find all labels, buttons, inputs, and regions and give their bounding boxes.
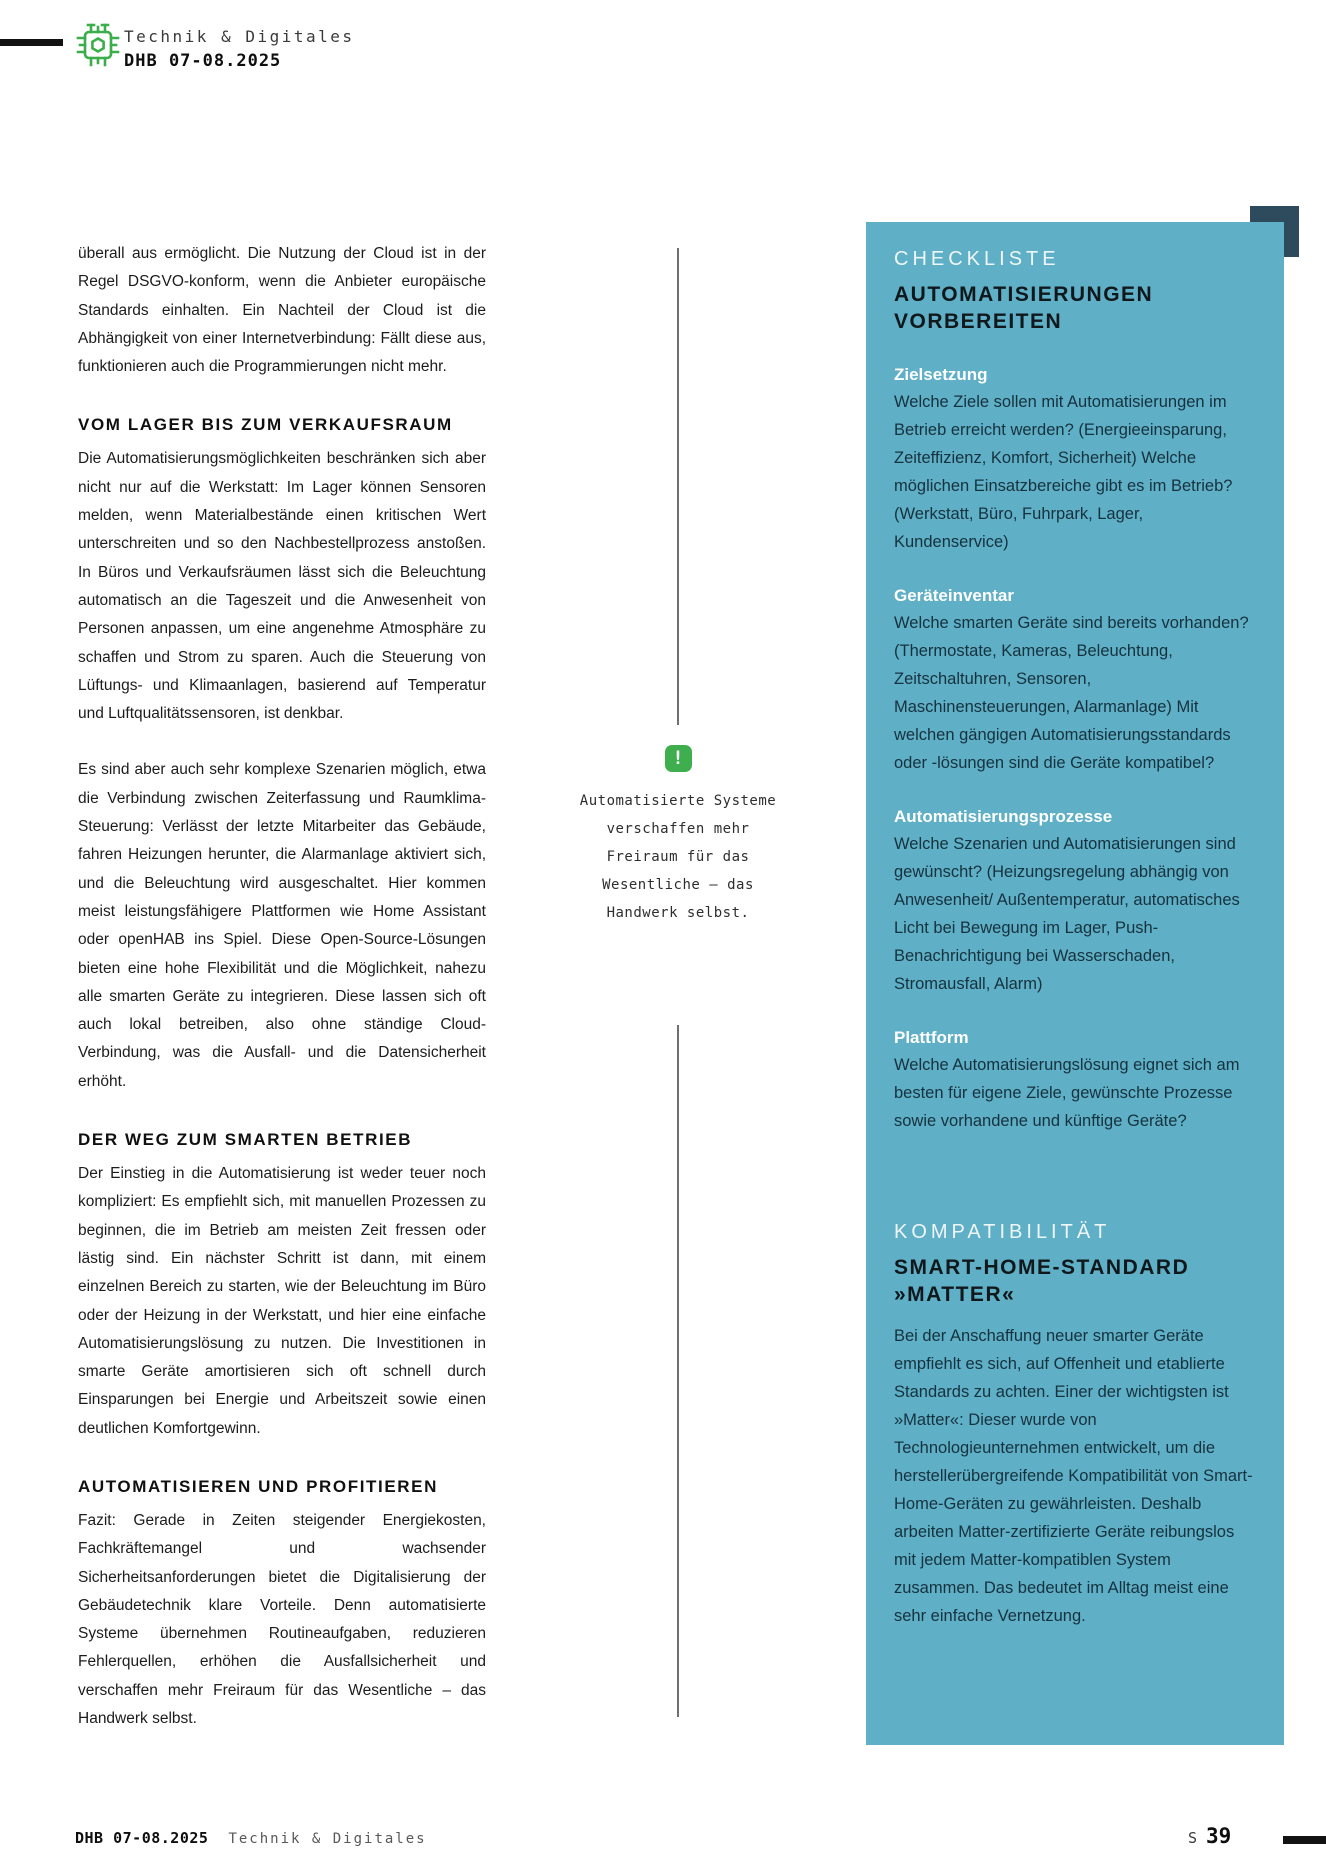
compat-text: Bei der Anschaffung neuer smarter Geräte empfiehlt es sich, auf Offenheit und etablierte Standards zu achten. Einer der wichtigsten ist »Matter«: Dieser wurde von Technologieunternehmen entwickelt, um die herstellerübergreifende Kompatibilität von Smart-Home-Geräten zu gewährleisten. Deshalb arbeiten Matter-zertifizierte Geräte reibungslos mit jedem Matter-kompatiblen System zusammen. Das bedeutet im Alltag meist eine sehr einfache Vernetzung. (894, 1327, 1253, 1625)
check-item-label: Geräteinventar (894, 586, 1014, 605)
compat-kicker: KOMPATIBILITÄT (894, 1221, 1111, 1243)
check-item-text: Welche Szenarien und Automatisierungen sind gewünscht? (Heizungsregelung abhängig von Anwesenheit/ Außentemperatur, automatisches Licht bei Bewegung im Lager, Push-Benachrichtigung bei Wasserschaden, Stromausfall, Alarm) (894, 835, 1240, 993)
checklist-title: AUTOMATISIERUNGEN VORBEREITEN (894, 283, 1154, 333)
header-rubric: Technik & Digitales (124, 27, 355, 46)
article-paragraph: Der Einstieg in die Automatisierung ist weder teuer noch kompliziert: Es empfiehlt sich, mit manuellen Prozessen zu beginnen, die im Betrieb am meisten Zeit fressen oder lästig sind. Ein nächster Schritt ist dann, mit einem einzelnen Bereich zu starten, wie der Beleuchtung im Büro oder der Heizung in der Werkstatt, und hier eine einfache Automatisierungslösung zu nutzen. Die Investitionen in smarte Geräte amortisieren sich oft schnell durch Einsparungen bei Energie und Arbeitszeit sowie einen deutlichen Komfortgewinn. (78, 1165, 486, 1437)
header-issue: DHB 07-08.2025 (124, 51, 282, 71)
checklist-box (866, 222, 1284, 1745)
pullquote (578, 745, 778, 927)
checklist-kicker: CHECKLISTE (894, 248, 1060, 270)
footer (75, 1829, 427, 1847)
check-item (894, 365, 1256, 556)
section-heading: VOM LAGER BIS ZUM VERKAUFSRAUM (78, 415, 453, 435)
page-number-label: S (1188, 1829, 1199, 1847)
check-item-text: Welche Ziele sollen mit Automatisierungen im Betrieb erreicht werden? (Energieeinsparung, Zeiteffizienz, Komfort, Sicherheit) Welche möglichen Einsatzbereiche gibt es im Betrieb? (Werkstatt, Büro, Fuhrpark, Lager, Kundenservice) (894, 393, 1233, 551)
vertical-rule-top (677, 248, 679, 725)
compat-title: SMART-HOME-STANDARD »MATTER« (894, 1256, 1190, 1306)
check-item (894, 807, 1256, 998)
footer-issue: DHB 07-08.2025 (75, 1829, 209, 1847)
chip-icon (74, 21, 122, 69)
page-number (1188, 1824, 1231, 1848)
section-heading: DER WEG ZUM SMARTEN BETRIEB (78, 1130, 413, 1150)
page-header (124, 27, 355, 71)
check-item-label: Automatisierungsprozesse (894, 807, 1113, 826)
vertical-rule-bottom (677, 1025, 679, 1717)
check-item-label: Zielsetzung (894, 365, 988, 384)
pullquote-text: Automatisierte Systeme verschaffen mehr Freiraum für das Wesentliche – das Handwerk selbst. (579, 793, 777, 921)
check-item-text: Welche Automatisierungslösung eignet sich am besten für eigene Ziele, gewünschte Prozesse sowie vorhandene und künftige Geräte? (894, 1056, 1240, 1130)
check-item-text: Welche smarten Geräte sind bereits vorhanden? (Thermostate, Kameras, Beleuchtung, Zeitschaltuhren, Sensoren, Maschinensteuerungen, Alarmanlage) Mit welchen gängigen Automatisierungsstandards oder -lösungen sind die Geräte kompatibel? (894, 614, 1249, 772)
footer-rubric: Technik & Digitales (228, 1831, 427, 1847)
check-item-label: Plattform (894, 1028, 969, 1047)
top-rule (0, 39, 63, 46)
page-number-value: 39 (1206, 1824, 1232, 1848)
check-item (894, 586, 1256, 777)
footer-bar (1283, 1836, 1326, 1844)
article-column (78, 240, 486, 1761)
article-paragraph: Es sind aber auch sehr komplexe Szenarien möglich, etwa die Verbindung zwischen Zeiterfassung und Raumklima-Steuerung: Verlässt der letzte Mitarbeiter das Gebäude, fahren Heizungen herunter, die Alarmanlage aktiviert sich, und die Beleuchtung wird ausgeschaltet. Hier kommen meist leistungsfähigere Plattformen wie Home Assistant oder openHAB ins Spiel. Diese Open-Source-Lösungen bieten eine hohe Flexibilität und die Möglichkeit, nahezu alle smarten Geräte zu integrieren. Diese lassen sich oft auch lokal betreiben, also ohne ständige Cloud-Verbindung, was die Ausfall- und die Datensicherheit erhöht. (78, 761, 486, 1090)
article-paragraph: überall aus ermöglicht. Die Nutzung der Cloud ist in der Regel DSGVO-konform, wenn die Anbieter europäische Standards einhalten. Ein Nachteil der Cloud ist die Abhängigkeit von einer Internetverbindung: Fällt diese aus, funktionieren auch die Programmierungen nicht mehr. (78, 245, 486, 376)
compatibility-section (894, 1221, 1256, 1630)
check-item (894, 1028, 1256, 1135)
article-paragraph: Fazit: Gerade in Zeiten steigender Energiekosten, Fachkräftemangel und wachsender Sicherheitsanforderungen bietet die Digitalisierung der Gebäudetechnik klare Vorteile. Denn automatisierte Systeme übernehmen Routineaufgaben, reduzieren Fehlerquellen, erhöhen die Ausfallsicherheit und verschaffen mehr Freiraum für das Wesentliche – das Handwerk selbst. (78, 1511, 486, 1728)
section-heading: AUTOMATISIEREN UND PROFITIEREN (78, 1476, 438, 1496)
exclamation-icon: ! (665, 745, 692, 772)
article-paragraph: Die Automatisierungsmöglichkeiten beschränken sich aber nicht nur auf die Werkstatt: Im Lager können Sensoren melden, wenn Materialbestände einen kritischen Wert unterschreiten und so den Nachbestellprozess anstoßen. In Büros und Verkaufsräumen lässt sich die Beleuchtung automatisch an die Tageszeit und die Anwesenheit von Personen anpassen, um eine angenehme Atmosphäre zu schaffen und Strom zu sparen. Auch die Steuerung von Lüftungs- und Klimaanlagen, basierend auf Temperatur und Luftqualitätssensoren, ist denkbar. (78, 450, 486, 723)
